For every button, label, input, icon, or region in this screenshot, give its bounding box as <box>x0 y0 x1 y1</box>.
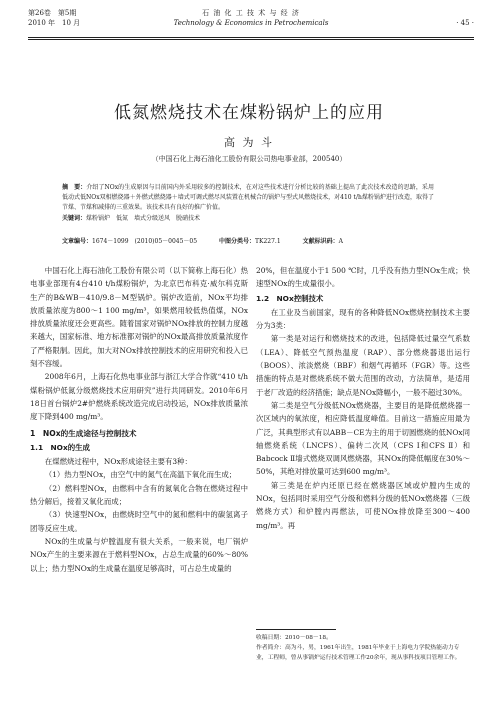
author-bio: 作者简介：高为斗，男，1961年出生，1981年毕业于上海电力学院热能动力专业，工程师，曾从事锅炉运行技术管理工作20余年，现从事科技项目管理工作。 <box>256 645 461 661</box>
page-number: · 45 · <box>456 19 474 27</box>
footnote-rule <box>256 629 336 630</box>
keywords-line <box>62 214 434 224</box>
article-number-value: 1674－1099 (2010)05－0045－05 <box>92 238 198 245</box>
body-column-right <box>256 264 470 532</box>
issue-date: 2010 年 10 月 <box>28 19 81 27</box>
article-title: 低氮燃烧技术在煤粉锅炉上的应用 <box>114 103 384 123</box>
body-paragraph: （2）燃料型NOx，由燃料中含有的氮氧化合物在燃烧过程中热分解后，接着又氧化而成； <box>30 483 248 507</box>
running-header <box>28 8 474 36</box>
body-paragraph: NOx的生成量与炉膛温度有很大关系，一般来说，电厂锅炉NOx产生的主要来源在于燃料型NOx，占总生成量的60%～80%以上；热力型NOx的生成量在温度足够高时，可占总生成量的 <box>30 536 248 573</box>
body-paragraph: 第二类是空气分级低NOx燃烧器，主要目的是降低燃烧器一次区域内的氧浓度，相应降低温度峰值。目前这一措施应用最为广泛，其典型形式有以ABB－CE为主的用于切圆燃烧的低NOx同轴燃烧系统（LNCFS）、偏转二次风（CFS Ⅰ和CFS Ⅱ）和Babcock Ⅱ墙式燃烧双调风燃烧器，其NOx的降低幅度在30%～50%，其绝对排放量可达到600 mg/m³。 <box>256 400 470 477</box>
journal-name-cn: 石 油 化 工 技 术 与 经 济 <box>202 9 300 17</box>
body-paragraph: 20%，但在温度小于1 500 ℃时，几乎没有热力型NOx生成；快速型NOx的生成量很小。 <box>256 266 470 289</box>
footnote <box>256 633 470 663</box>
body-paragraph: （3）快速型NOx，由燃烧时空气中的氮和燃料中的碳氢离子团等反应生成。 <box>30 510 248 533</box>
abstract <box>62 183 434 224</box>
abstract-paragraph <box>62 183 434 214</box>
author-affiliation: （中国石化上海石油化工股份有限公司热电事业部，200540） <box>151 155 347 163</box>
journal-name-en: Technology & Economics in Petrochemicals <box>173 19 329 27</box>
subsection-heading: 1.2 NOx控制技术 <box>256 293 324 303</box>
article-author: 高 为 斗 <box>224 136 274 149</box>
doc-code-label: 文献标识码： <box>302 238 339 245</box>
journal-name <box>28 8 474 28</box>
abstract-text: 介绍了NOx的生成原因与目前国内外采用较多的控制技术，在对这些技术进行分析比较的基础上提出了此次技术改造的思路，采用低动式低NOx双相燃烧器＋外燃式燃烧器＋墙式可调式燃尽风装置在机械合的锅炉与型式风燃烧技术，对410 t/h煤粉锅炉进行改造，取得了节煤、节煤和减排的三重效果。该技术具有良好的推广价值。 <box>62 184 434 212</box>
body-paragraph: 在工业及当前国家，现有的各种降低NOx燃烧控制技术主要分为3类： <box>256 307 470 331</box>
clc-value: TK227.1 <box>254 238 281 245</box>
issue-volume: 第26卷 第5期 <box>28 9 77 17</box>
body-paragraph: 2008年6月，上海石化热电事业部与浙江大学合作就“410 t/h煤粉锅炉低氮分级燃烧技术应用研究”进行共同研发。2010年6月18日首台锅炉2#炉燃烧系统改造完成启动投运，NOx排放质量浓度下降到400 mg/m³。 <box>30 372 248 422</box>
body-paragraph: 中国石化上海石油化工股份有限公司（以下简称上海石化）热电事业部现有4台410 t/h煤粉锅炉，为北京巴布科克·威尔科克斯生产的B&WB－410/9.8－M型锅炉。锅炉改造前，NOx平均排放质量浓度为800～1 100 mg/m³，如果燃用较低热值煤，NOx排放质量浓度还会更高些。随着国家对锅炉NOx排放的控制力度越来越大，国家标准、地方标准都对锅炉的NOx最高排放质量浓度作了严格限制。因此，加大对NOx排放控制技术的应用研究和投入已刻不容缓。 <box>30 266 248 369</box>
subsection-heading: 1.1 NOx的生成 <box>30 442 90 452</box>
article-number-label: 文章编号： <box>62 238 93 245</box>
article-meta <box>62 237 434 247</box>
body-paragraph: （1）热力型NOx，由空气中的氮气在高温下氧化而生成； <box>44 470 237 480</box>
doc-code-value: A <box>338 238 343 245</box>
clc-label: 中图分类号： <box>218 238 255 245</box>
section-heading: 1 NOx的生成途径与控制技术 <box>30 428 137 438</box>
body-paragraph: 第三类是在炉内还原已经在燃烧器区域或炉膛内生成的NOx，包括同时采用空气分级和燃料分级的低NOx燃烧器（三级燃烧方式）和炉膛内再燃法，可使NOx排放降至300～400 mg/m³。再 <box>256 480 470 530</box>
header-rule-thin <box>28 39 474 40</box>
body-column-left <box>30 264 248 575</box>
clc-number <box>219 238 291 245</box>
body-paragraph: 第一类是对运行和燃烧技术的改进，包括降低过量空气系数（LEA）、降低空气预热温度（RAP）、部分燃烧器退出运行（BOOS）、浓淡燃烧（BBF）和烟气再循环（FGR）等。这些措施的特点是对燃烧系统不做大范围的改动，方法简单，是适用于老厂改造的经济措施；缺点是NOx降幅小，一般不超过30%。 <box>256 334 470 397</box>
keywords-label: 关键词： <box>62 214 87 222</box>
header-rule <box>28 37 474 38</box>
received-date: 收稿日期：2010－08－18。 <box>256 635 332 641</box>
abstract-label: 摘 要： <box>62 184 87 191</box>
keywords-text: 煤粉锅炉 低氮 墙式分级送风 脱硝技术 <box>86 214 201 222</box>
article-number <box>62 238 207 245</box>
body-paragraph: 在煤燃烧过程中，NOx形成途径主要有3种： <box>44 457 192 467</box>
doc-code <box>303 238 353 245</box>
